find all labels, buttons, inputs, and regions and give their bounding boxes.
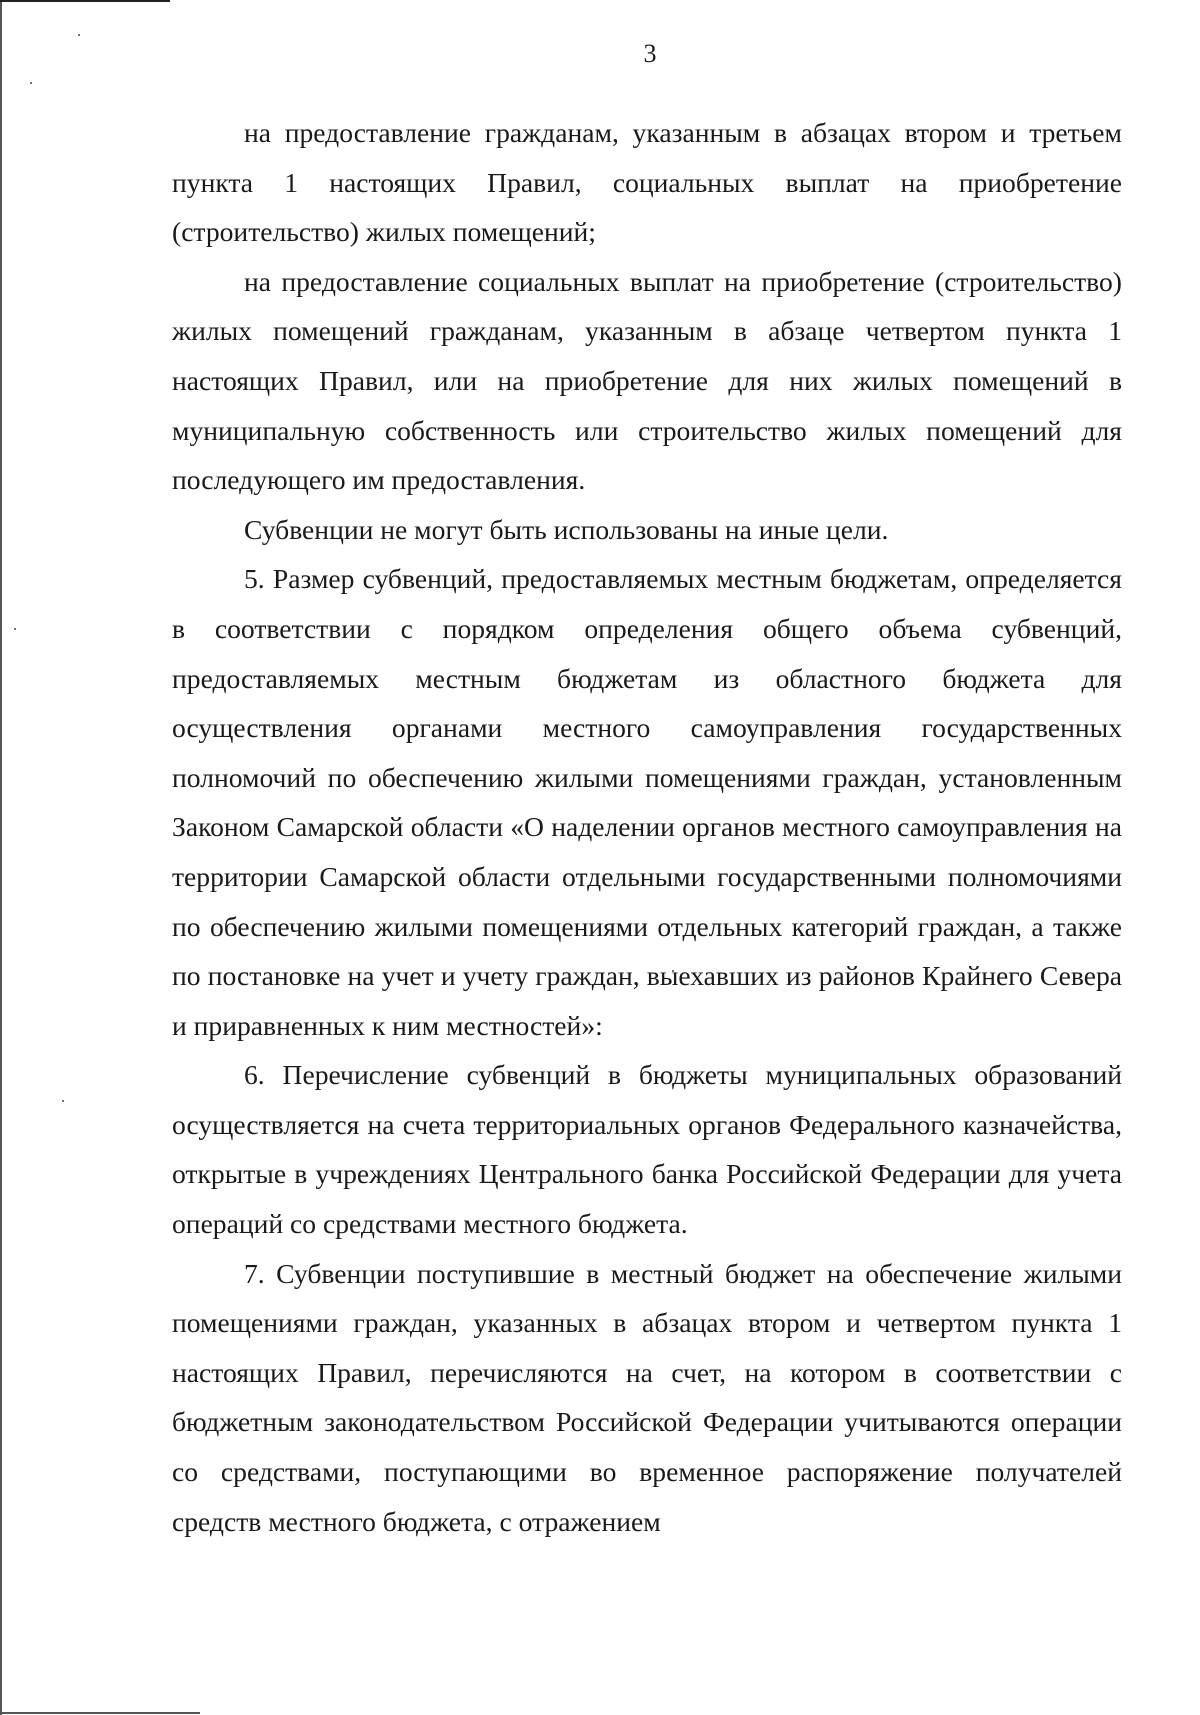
scan-edge-mark <box>0 1712 200 1714</box>
scan-speck <box>30 82 32 84</box>
scan-edge-mark <box>0 0 2 1715</box>
page-number: 3 <box>643 39 657 68</box>
paragraph-5: 6. Перечисление субвенций в бюджеты муниципальных образований осуществляется на счета территориальных органов Федерального казначейства, открытые в учреждениях Центрального банка Российской Федерации для учета операций со средствами местного бюджета. <box>172 1059 1122 1240</box>
document-body <box>172 108 1122 1546</box>
paragraph-3: Субвенции не могут быть использованы на иные цели. <box>244 513 889 545</box>
scan-speck <box>78 34 80 36</box>
paragraph-6: 7. Субвенции поступившие в местный бюджет на обеспечение жилыми помещениями граждан, указанных в абзацах втором и четвертом пункта 1 настоящих Правил, перечисляются на счет, на котором в соответствии с бюджетным законодательством Российской Федерации учитываются операции со средствами, поступающими во временное распоряжение получателей средств местного бюджета, с отражением <box>172 1257 1122 1537</box>
paragraph-1: на предоставление гражданам, указанным в абзацах втором и третьем пункта 1 настоящих Правил, социальных выплат на приобретение (строительство) жилых помещений; <box>172 117 1122 248</box>
paragraph-2: на предоставление социальных выплат на приобретение (строительство) жилых помещений гражданам, указанным в абзаце четвертом пункта 1 настоящих Правил, или на приобретение для них жилых помещений в муниципальную собственность или строительство жилых помещений для последующего им предоставления. <box>172 265 1122 496</box>
scan-speck <box>14 628 16 630</box>
scan-edge-mark <box>0 0 170 2</box>
scan-speck <box>62 1100 64 1102</box>
paragraph-4: 5. Размер субвенций, предоставляемых местным бюджетам, определяется в соответствии с порядком определения общего объема субвенций, предоставляемых местным бюджетам из областного бюджета для осуществления органами местного самоуправления государственных полномочий по обеспечению жилыми помещениями граждан, установленным Законом Самарской области «О наделении органов местного самоуправления на территории Самарской области отдельными государственными полномочиями по обеспечению жилыми помещениями отдельных категорий граждан, а также по постановке на учет и учету граждан, выехавших из районов Крайнего Севера и приравненных к ним местностей»: <box>172 563 1122 1041</box>
